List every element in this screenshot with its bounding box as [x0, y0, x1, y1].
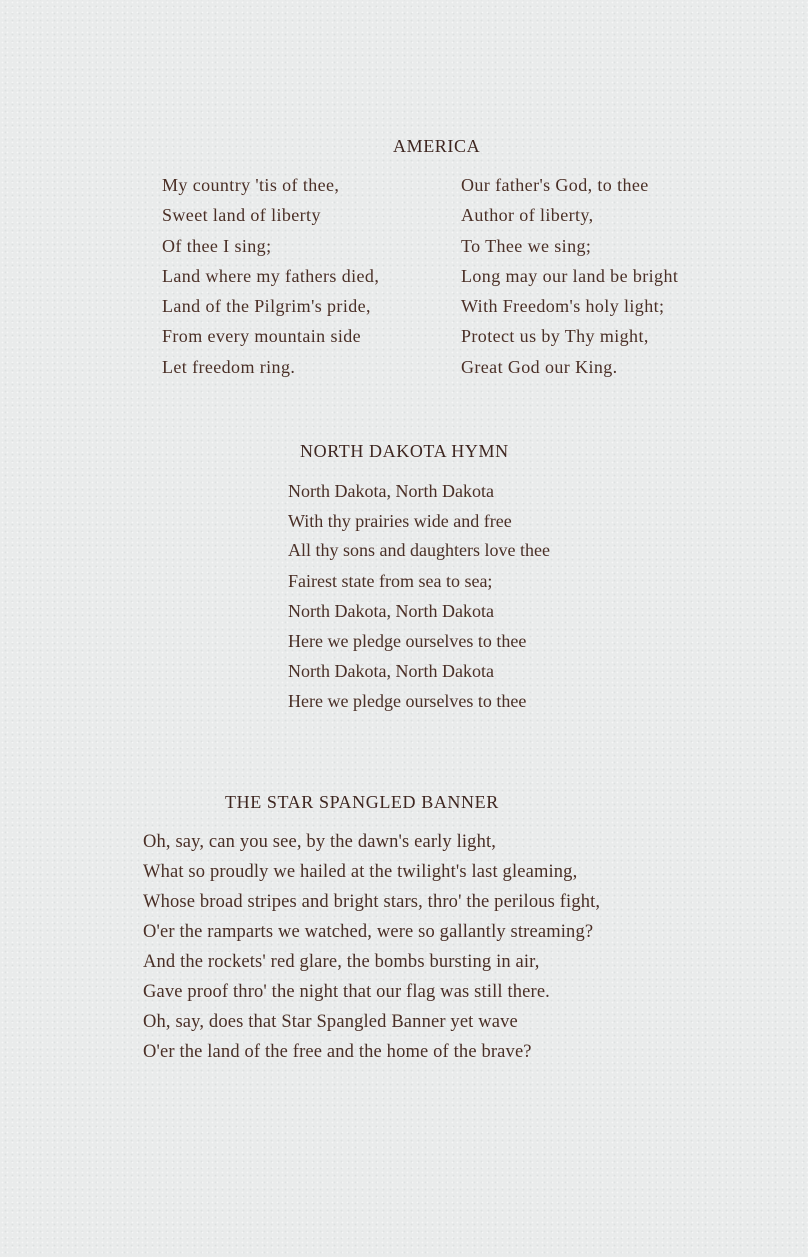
- verse-line: Fairest state from sea to sea;: [288, 571, 493, 591]
- verse-line: What so proudly we hailed at the twilight's last gleaming,: [143, 862, 578, 882]
- verse-line: Land where my fathers died,: [162, 265, 380, 286]
- verse-line: Our father's God, to thee: [461, 175, 649, 195]
- verse-line: North Dakota, North Dakota: [288, 661, 494, 681]
- verse-line: Sweet land of liberty: [162, 205, 321, 226]
- verse-line: Oh, say, does that Star Spangled Banner yet wave: [143, 1012, 518, 1032]
- america-right-stanza: [461, 174, 678, 386]
- verse-line: Whose broad stripes and bright stars, thro' the perilous fight,: [143, 892, 601, 912]
- verse-line: Great God our King.: [461, 356, 618, 377]
- verse-line: Of thee I sing;: [162, 235, 272, 256]
- star-spangled-banner-verse: [143, 831, 600, 1071]
- verse-line: Land of the Pilgrim's pride,: [162, 296, 371, 317]
- north-dakota-hymn-verse: [288, 480, 578, 720]
- verse-line: O'er the ramparts we watched, were so gallantly streaming?: [143, 922, 594, 942]
- verse-line: With Freedom's holy light;: [461, 296, 665, 317]
- verse-line: Long may our land be bright: [461, 265, 679, 286]
- america-left-stanza: [162, 174, 379, 386]
- america-title: AMERICA: [393, 136, 481, 156]
- verse-line: Protect us by Thy might,: [461, 326, 649, 347]
- verse-line: To Thee we sing;: [461, 235, 592, 256]
- verse-line: Here we pledge ourselves to thee: [288, 631, 527, 651]
- verse-line: O'er the land of the free and the home of the brave?: [143, 1042, 532, 1062]
- north-dakota-hymn-title: NORTH DAKOTA HYMN: [300, 441, 509, 461]
- verse-line: Here we pledge ourselves to thee: [288, 691, 527, 711]
- verse-line: With thy prairies wide and free: [288, 511, 512, 531]
- star-spangled-banner-title: THE STAR SPANGLED BANNER: [225, 792, 499, 812]
- verse-line: Author of liberty,: [461, 205, 594, 226]
- verse-line: North Dakota, North Dakota: [288, 601, 494, 621]
- verse-line: And the rockets' red glare, the bombs bursting in air,: [143, 952, 540, 972]
- verse-line: Let freedom ring.: [162, 356, 296, 377]
- verse-line: Gave proof thro' the night that our flag was still there.: [143, 982, 550, 1002]
- verse-line: Oh, say, can you see, by the dawn's early light,: [143, 832, 497, 852]
- verse-line: All thy sons and daughters love thee: [288, 540, 550, 560]
- verse-line: From every mountain side: [162, 326, 362, 347]
- verse-line: North Dakota, North Dakota: [288, 481, 494, 501]
- verse-line: My country 'tis of thee,: [162, 175, 340, 195]
